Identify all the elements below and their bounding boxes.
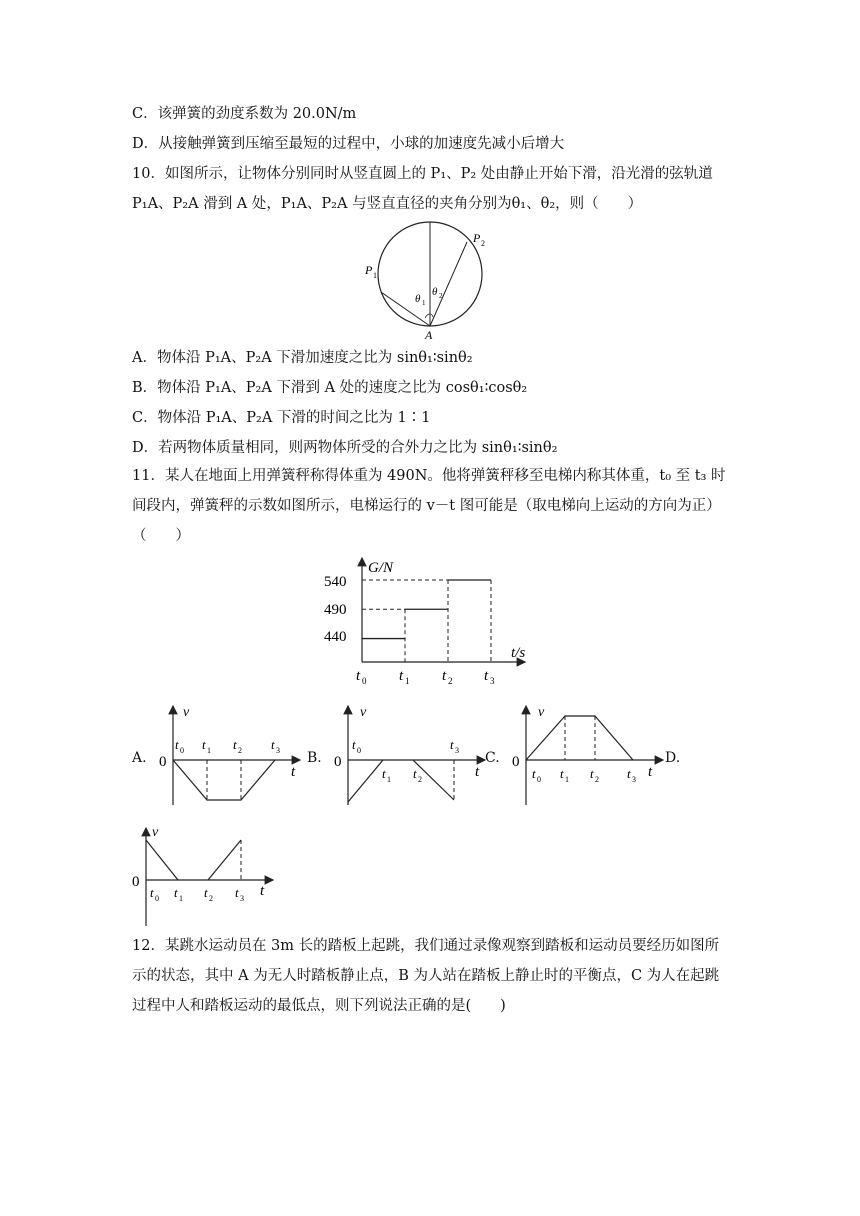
q10-label-theta1: θ [415, 293, 421, 305]
choice-c-label: C. [485, 750, 500, 766]
svg-text:t: t [202, 737, 206, 752]
svg-text:t: t [233, 737, 237, 752]
g-tick-t2: t [442, 668, 447, 684]
svg-text:2: 2 [595, 775, 599, 784]
q10-circle-figure [355, 220, 515, 342]
svg-text:1: 1 [565, 775, 569, 784]
svg-text:v: v [183, 705, 190, 720]
svg-text:t: t [560, 766, 564, 781]
g-tick-t0-sub: 0 [362, 676, 367, 686]
vt-graph-a[interactable] [155, 700, 305, 810]
svg-text:1: 1 [387, 775, 391, 784]
choice-d-label: D. [665, 750, 681, 766]
svg-text:3: 3 [632, 775, 636, 784]
svg-text:2: 2 [418, 775, 422, 784]
q10-stem-line1: 10．如图所示，让物体分别同时从竖直圆上的 P₁、P₂ 处由静止开始下滑，沿光滑的弦轨道 [132, 166, 713, 182]
svg-text:t: t [271, 737, 275, 752]
q10-option-a: A．物体沿 P₁A、P₂A 下滑加速度之比为 sinθ₁∶sinθ₂ [132, 350, 473, 366]
svg-text:t: t [413, 766, 417, 781]
vt-graph-b[interactable] [330, 700, 490, 810]
g-ylabel: G/N [368, 560, 394, 576]
q9-option-c: C．该弹簧的劲度系数为 20.0N/m [132, 106, 357, 122]
svg-text:t: t [174, 885, 178, 900]
q10-label-p1: P [365, 263, 373, 277]
g-tick-440: 440 [324, 629, 347, 645]
svg-text:t: t [291, 764, 296, 780]
q10-option-c: C．物体沿 P₁A、P₂A 下滑的时间之比为 1∶1 [132, 410, 431, 426]
svg-text:2: 2 [209, 894, 213, 903]
svg-text:0: 0 [180, 746, 184, 755]
q10-label-theta2-sub: 2 [439, 292, 443, 300]
q10-option-d: D．若两物体质量相同，则两物体所受的合外力之比为 sinθ₁∶sinθ₂ [132, 440, 558, 456]
q10-label-p1-sub: 1 [373, 271, 377, 280]
q10-label-p2-sub: 2 [481, 239, 485, 248]
svg-text:1: 1 [179, 894, 183, 903]
svg-text:v: v [152, 825, 159, 840]
svg-text:0: 0 [537, 775, 541, 784]
svg-text:v: v [538, 705, 545, 720]
g-tick-t3: t [484, 668, 489, 684]
svg-text:t: t [590, 766, 594, 781]
svg-text:v: v [360, 705, 367, 720]
svg-text:2: 2 [238, 746, 242, 755]
svg-text:t: t [150, 885, 154, 900]
g-tick-t1-sub: 1 [405, 676, 410, 686]
svg-text:t: t [532, 766, 536, 781]
q10-option-b: B．物体沿 P₁A、P₂A 下滑到 A 处的速度之比为 cosθ₁∶cosθ₂ [132, 380, 528, 396]
svg-text:0: 0 [512, 754, 520, 770]
q11-stem-line2: 间段内，弹簧秤的示数如图所示，电梯运行的 v－t 图可能是（取电梯向上运动的方向为正） [132, 498, 721, 514]
vt-graph-d[interactable] [128, 822, 278, 930]
svg-text:t: t [648, 764, 653, 780]
q11-stem-line3: （ ） [132, 528, 190, 544]
q12-stem-line3: 过程中人和踏板运动的最低点，则下列说法正确的是( ) [132, 998, 506, 1014]
svg-text:0: 0 [132, 874, 140, 890]
g-tick-490: 490 [324, 602, 347, 618]
vt-graph-c[interactable] [508, 700, 668, 810]
svg-text:3: 3 [240, 894, 244, 903]
choice-a-label: A. [132, 750, 147, 766]
choice-b-label: B. [307, 750, 322, 766]
g-tick-t2-sub: 2 [448, 676, 453, 686]
q10-label-a: A [425, 328, 433, 342]
g-tick-540: 540 [324, 574, 347, 590]
g-xlabel: t/s [511, 645, 526, 661]
svg-text:t: t [175, 737, 179, 752]
q10-label-theta1-sub: 1 [422, 299, 426, 307]
g-tick-t1: t [399, 668, 404, 684]
svg-text:3: 3 [455, 746, 459, 755]
svg-text:t: t [352, 737, 356, 752]
g-tick-t3-sub: 3 [490, 676, 495, 686]
svg-text:t: t [235, 885, 239, 900]
svg-text:t: t [475, 764, 480, 780]
q12-stem-line1: 12．某跳水运动员在 3m 长的踏板上起跳，我们通过录像观察到踏板和运动员要经历如图所 [132, 938, 720, 954]
svg-text:t: t [204, 885, 208, 900]
svg-text:t: t [450, 737, 454, 752]
svg-text:3: 3 [276, 746, 280, 755]
q10-label-theta2: θ [432, 286, 438, 298]
svg-text:1: 1 [207, 746, 211, 755]
q10-label-p2: P [473, 231, 481, 245]
svg-text:0: 0 [159, 754, 167, 770]
g-tick-t0: t [356, 668, 361, 684]
svg-text:t: t [382, 766, 386, 781]
q10-stem-line2: P₁A、P₂A 滑到 A 处，P₁A、P₂A 与竖直直径的夹角分别为θ₁、θ₂，则（ ） [132, 196, 643, 212]
svg-text:0: 0 [334, 754, 342, 770]
q9-option-d: D．从接触弹簧到压缩至最短的过程中，小球的加速度先减小后增大 [132, 136, 565, 152]
svg-text:0: 0 [357, 746, 361, 755]
q11-stem-line1: 11．某人在地面上用弹簧秤称得体重为 490N。他将弹簧秤移至电梯内称其体重，t₀ 至 t₃ 时 [132, 468, 726, 484]
svg-text:t: t [260, 883, 265, 899]
svg-text:0: 0 [155, 894, 159, 903]
q11-weight-time-chart [320, 552, 540, 692]
q12-stem-line2: 示的状态，其中 A 为无人时踏板静止点，B 为人站在踏板上静止时的平衡点，C 为人在起跳 [132, 968, 720, 984]
svg-text:t: t [627, 766, 631, 781]
